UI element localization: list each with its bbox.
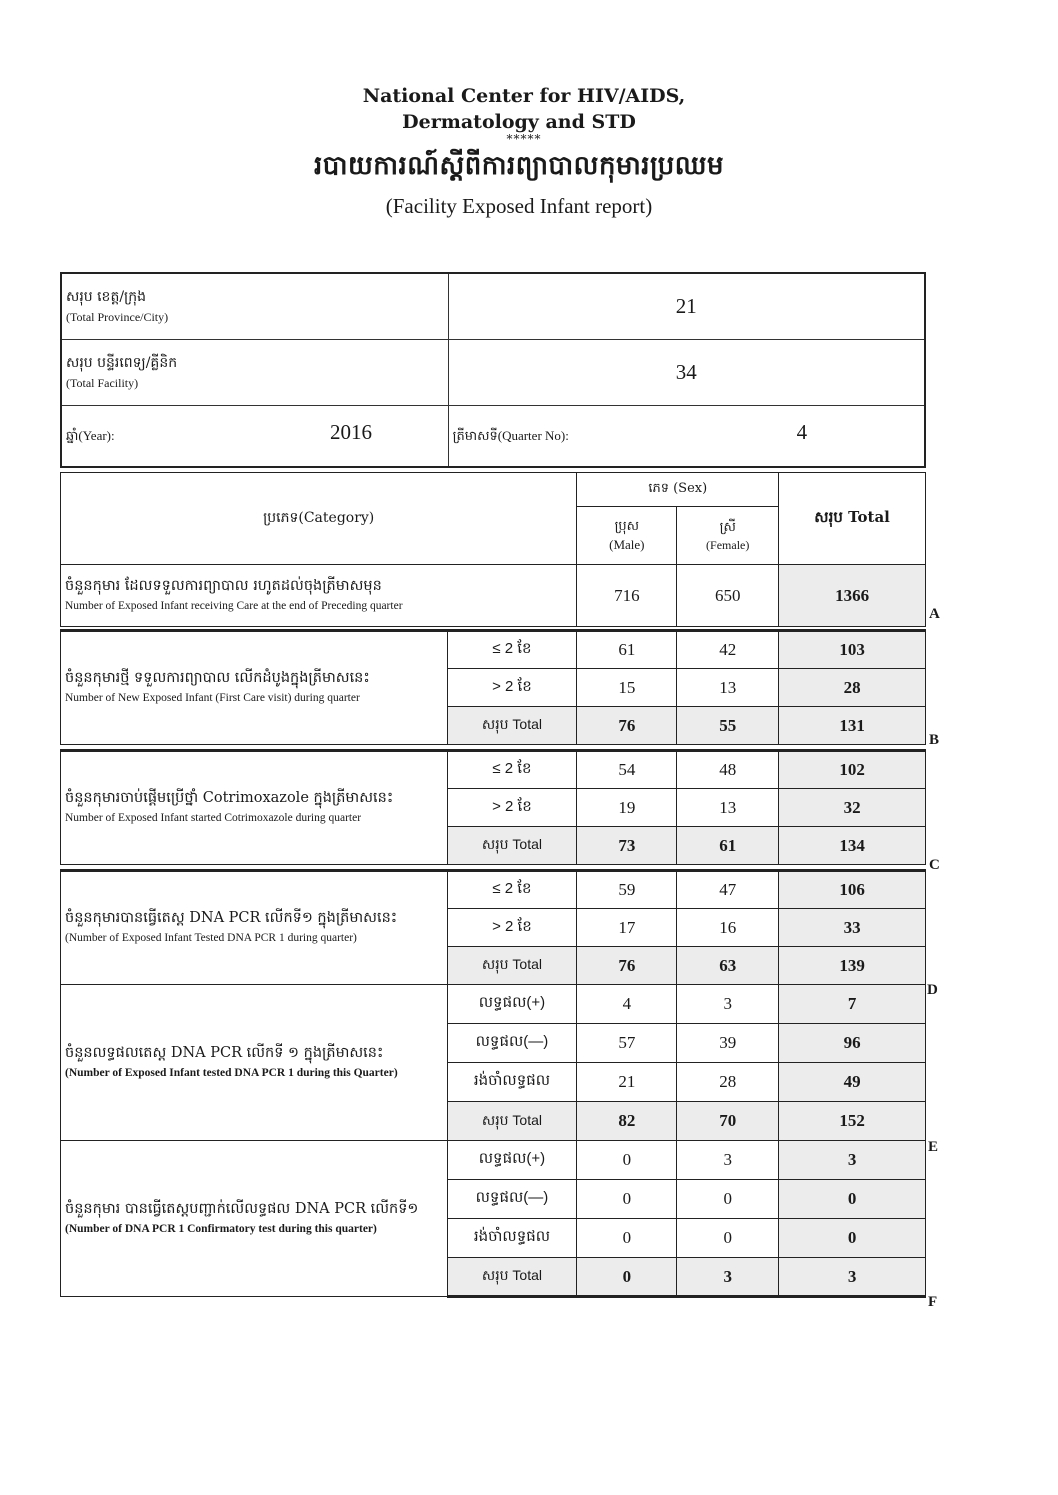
section-b-le2-female: 42 (677, 631, 779, 669)
section-a-male: 716 (577, 565, 677, 627)
total-label: សរុប Total (447, 827, 577, 865)
year-value: 2016 (330, 419, 372, 444)
total-label: សរុប Total (447, 1102, 577, 1141)
section-c-le2-total: 102 (779, 751, 926, 789)
section-b-gt2-total: 28 (779, 669, 926, 707)
section-e-row-positive (61, 985, 926, 1024)
section-f-negative-female: 0 (677, 1180, 779, 1219)
section-a-row (61, 565, 926, 627)
total-label: សរុប Total (447, 947, 577, 985)
section-e-total-male: 82 (577, 1102, 677, 1141)
total-header: សរុប Total (779, 473, 926, 565)
facility-label: សរុប បន្ទីរពេទ្យ/គ្លីនិក (Total Facility) (61, 339, 448, 405)
result-pending-label: រង់ចាំលទ្ធផល (447, 1219, 577, 1258)
total-label: សរុប Total (447, 707, 577, 745)
section-b-total-female: 55 (677, 707, 779, 745)
section-b-gt2-female: 13 (677, 669, 779, 707)
section-c-category: ចំនួនកុមារចាប់ផ្តើមប្រើថ្នាំ Cotrimoxazole ក្នុងត្រីមាសនេះ Number of Exposed Infant started Cotrimoxazole during quarter (61, 751, 448, 865)
quarter-value: 4 (796, 419, 808, 444)
age-gt2-label: > 2 ខែ (447, 789, 577, 827)
report-header (0, 82, 1058, 224)
facility-value: 34 (448, 339, 925, 405)
section-e-negative-total: 96 (779, 1024, 926, 1063)
section-f-total-total: 3 (779, 1258, 926, 1297)
sex-header: ភេទ (Sex) (577, 473, 779, 507)
section-d-total-male: 76 (577, 947, 677, 985)
section-b-row-le2 (61, 631, 926, 669)
section-e-total-female: 70 (677, 1102, 779, 1141)
province-row (61, 273, 925, 339)
section-f-negative-total: 0 (779, 1180, 926, 1219)
section-f-pending-total: 0 (779, 1219, 926, 1258)
section-f-pending-male: 0 (577, 1219, 677, 1258)
section-a-female: 650 (677, 565, 779, 627)
section-letter-c: C (929, 857, 940, 873)
result-negative-label: លទ្ធផល(—) (447, 1024, 577, 1063)
section-f-row-positive (61, 1141, 926, 1180)
result-positive-label: លទ្ធផល(+) (447, 985, 577, 1024)
section-d-gt2-total: 33 (779, 909, 926, 947)
section-f-positive-female: 3 (677, 1141, 779, 1180)
section-a-category: ចំនួនកុមារ ដែលទទួលការព្យាបាល រហូតដល់ចុងត្រីមាសមុន Number of Exposed Infant receiving Care at the end of Preceding quarter (61, 565, 577, 627)
age-le2-label: ≤ 2 ខែ (447, 751, 577, 789)
facility-row (61, 339, 925, 405)
year-quarter-row (61, 405, 925, 467)
info-table (60, 272, 926, 468)
main-report-table (60, 472, 926, 1298)
result-pending-label: រង់ចាំលទ្ធផល (447, 1063, 577, 1102)
section-b-le2-male: 61 (577, 631, 677, 669)
section-d-category: ចំនួនកុមារបានធ្វើតេស្ត DNA PCR លើកទី១ ក្នុងត្រីមាសនេះ (Number of Exposed Infant Tested DNA PCR 1 during quarter) (61, 871, 448, 985)
section-c-le2-male: 54 (577, 751, 677, 789)
report-title-khmer: របាយការណ៍ស្តីពីការព្យាបាលកុមារប្រឈម (314, 151, 724, 181)
section-c-total-female: 61 (677, 827, 779, 865)
result-positive-label: លទ្ធផល(+) (447, 1141, 577, 1180)
province-value: 21 (448, 273, 925, 339)
category-header: ប្រភេទ(Category) (61, 473, 577, 565)
section-e-pending-female: 28 (677, 1063, 779, 1102)
section-c-total-male: 73 (577, 827, 677, 865)
section-c-gt2-female: 13 (677, 789, 779, 827)
section-e-negative-female: 39 (677, 1024, 779, 1063)
section-d-gt2-female: 16 (677, 909, 779, 947)
section-d-total-total: 139 (779, 947, 926, 985)
section-d-le2-male: 59 (577, 871, 677, 909)
section-e-positive-total: 7 (779, 985, 926, 1024)
section-e-positive-female: 3 (677, 985, 779, 1024)
section-c-gt2-total: 32 (779, 789, 926, 827)
section-e-category: ចំនួនលទ្ធផលតេស្ត DNA PCR លើកទី ១ ក្នុងត្រីមាសនេះ (Number of Exposed Infant tested DNA PCR 1 during this Quarter) (61, 985, 448, 1141)
section-b-total-male: 76 (577, 707, 677, 745)
province-label: សរុប ខេត្ត/ក្រុង (Total Province/City) (61, 273, 448, 339)
section-e-positive-male: 4 (577, 985, 677, 1024)
section-letter-e: E (928, 1139, 939, 1155)
section-a-total: 1366 (779, 565, 926, 627)
section-letter-f: F (928, 1294, 938, 1310)
section-b-le2-total: 103 (779, 631, 926, 669)
section-e-total-total: 152 (779, 1102, 926, 1141)
quarter-cell (448, 405, 925, 467)
section-d-le2-total: 106 (779, 871, 926, 909)
female-header: ស្រី (Female) (677, 507, 779, 565)
year-cell (61, 405, 448, 467)
org-name-line2: Dermatology and STD (402, 111, 636, 133)
section-c-gt2-male: 19 (577, 789, 677, 827)
section-e-negative-male: 57 (577, 1024, 677, 1063)
age-gt2-label: > 2 ខែ (447, 669, 577, 707)
section-f-negative-male: 0 (577, 1180, 677, 1219)
section-letter-b: B (929, 732, 940, 748)
section-f-pending-female: 0 (677, 1219, 779, 1258)
section-d-row-le2 (61, 871, 926, 909)
section-f-total-female: 3 (677, 1258, 779, 1297)
stars-divider: ***** (506, 132, 542, 146)
total-label: សរុប Total (447, 1258, 577, 1297)
section-f-category: ចំនួនកុមារ បានធ្វើតេស្តបញ្ជាក់លើលទ្ធផល DNA PCR លើកទី១ (Number of DNA PCR 1 Confirmatory test during this quarter) (61, 1141, 448, 1297)
report-title-english: (Facility Exposed Infant report) (385, 194, 653, 218)
male-header: ប្រុស (Male) (577, 507, 677, 565)
section-c-row-le2 (61, 751, 926, 789)
table-header-row (61, 473, 926, 507)
age-gt2-label: > 2 ខែ (447, 909, 577, 947)
section-f-positive-male: 0 (577, 1141, 677, 1180)
quarter-label: ត្រីមាសទី(Quarter No): (452, 428, 569, 444)
result-negative-label: លទ្ធផល(—) (447, 1180, 577, 1219)
age-le2-label: ≤ 2 ខែ (447, 871, 577, 909)
year-label: ឆ្នាំ(Year): (66, 428, 115, 444)
section-f-total-male: 0 (577, 1258, 677, 1297)
section-f-positive-total: 3 (779, 1141, 926, 1180)
section-d-le2-female: 47 (677, 871, 779, 909)
section-e-pending-total: 49 (779, 1063, 926, 1102)
section-c-le2-female: 48 (677, 751, 779, 789)
section-b-gt2-male: 15 (577, 669, 677, 707)
section-d-gt2-male: 17 (577, 909, 677, 947)
org-name-line1: National Center for HIV/AIDS, (362, 85, 686, 107)
section-c-total-total: 134 (779, 827, 926, 865)
section-b-category: ចំនួនកុមារថ្មី ទទួលការព្យាបាល លើកដំបូងក្នុងត្រីមាសនេះ Number of New Exposed Infant (First Care visit) during quarter (61, 631, 448, 745)
section-letter-d: D (927, 982, 938, 998)
section-e-pending-male: 21 (577, 1063, 677, 1102)
age-le2-label: ≤ 2 ខែ (447, 631, 577, 669)
section-b-total-total: 131 (779, 707, 926, 745)
section-d-total-female: 63 (677, 947, 779, 985)
section-letter-a: A (929, 606, 940, 622)
